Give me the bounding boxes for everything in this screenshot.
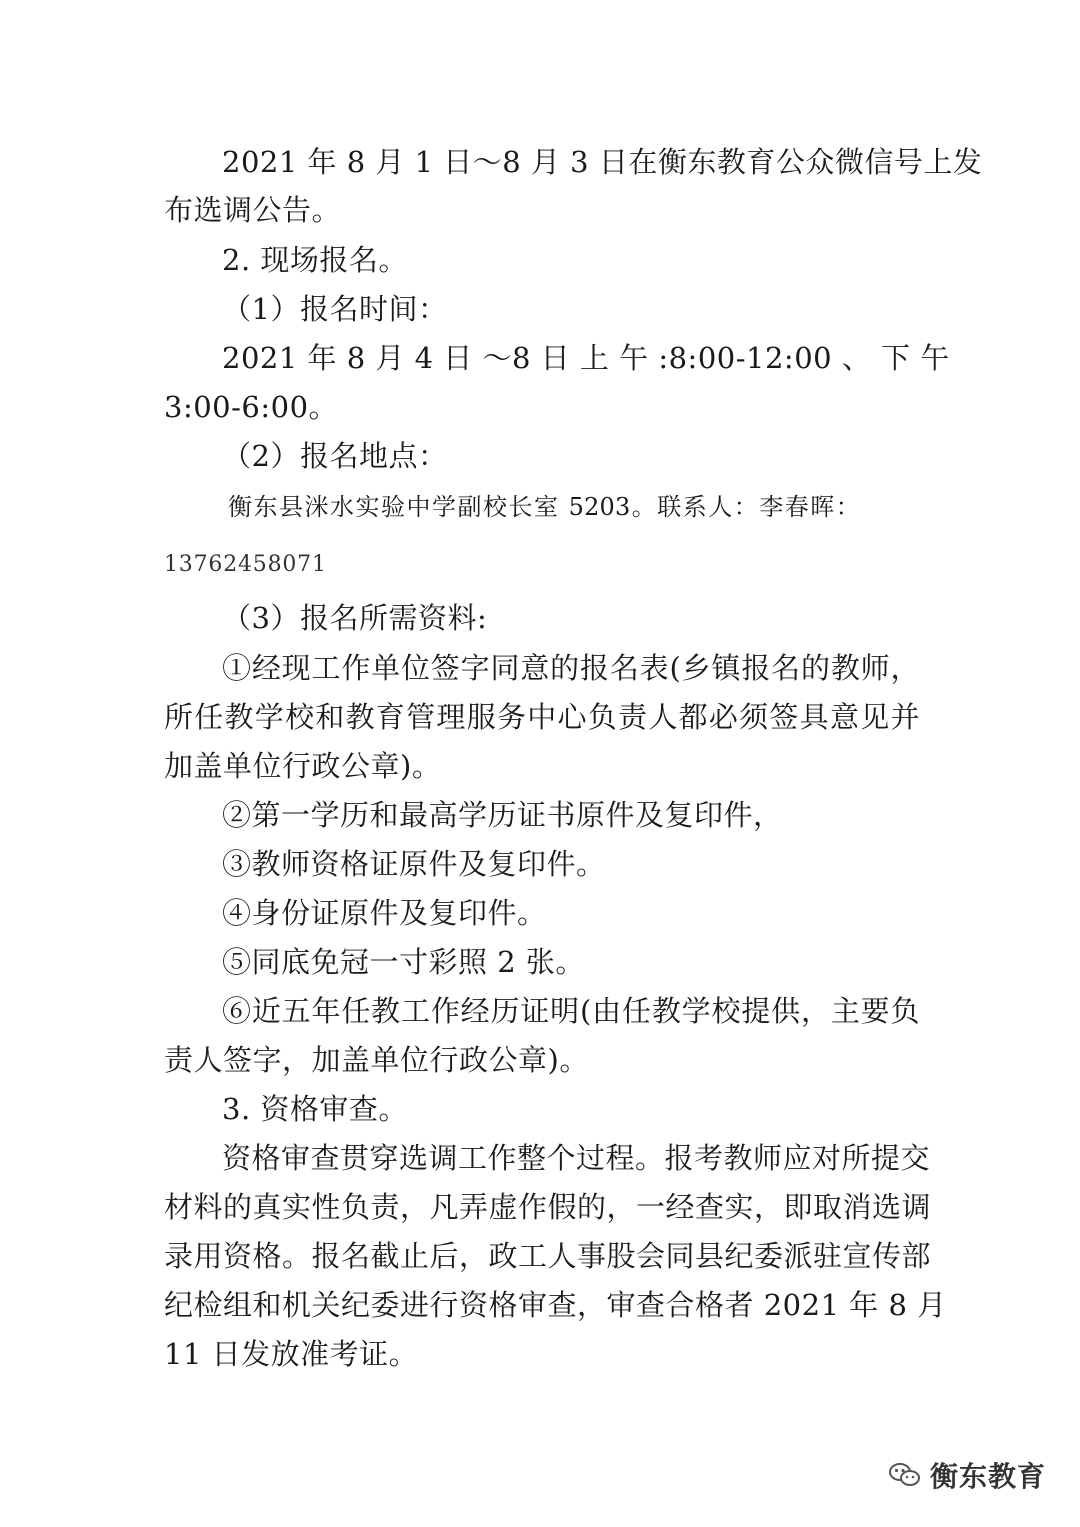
paragraph-line: 加盖单位行政公章)。: [164, 749, 442, 783]
paragraph-line: 材料的真实性负责，凡弄虚作假的，一经查实，即取消选调: [164, 1190, 932, 1224]
subsection-heading: （1）报名时间：: [222, 292, 448, 326]
watermark-text: 衡东教育: [929, 1460, 1046, 1493]
subsection-heading: （3）报名所需资料:: [222, 601, 488, 635]
list-item: ⑤同底免冠一寸彩照 2 张。: [222, 945, 585, 979]
subsection-heading: （2）报名地点：: [222, 439, 448, 473]
paragraph-line: 11 日发放准考证。: [164, 1337, 419, 1371]
paragraph-line: 责人签字，加盖单位行政公章)。: [164, 1043, 589, 1077]
list-item: ⑥近五年任教工作经历证明(由任教学校提供，主要负: [222, 994, 920, 1028]
paragraph-line: 3:00-6:00。: [164, 390, 339, 424]
wechat-watermark: [888, 1455, 1046, 1495]
paragraph-line: 资格审查贯穿选调工作整个过程。报考教师应对所提交: [222, 1141, 931, 1175]
paragraph-line: 录用资格。报名截止后，政工人事股会同县纪委派驻宣传部: [164, 1239, 932, 1273]
section-heading: 3. 资格审查。: [222, 1092, 408, 1126]
phone-number: 13762458071: [164, 552, 327, 577]
section-heading: 2. 现场报名。: [222, 243, 408, 277]
paragraph-line: 布选调公告。: [164, 193, 342, 227]
paragraph-line: 纪检组和机关纪委进行资格审查，审查合格者 2021 年 8 月: [164, 1288, 947, 1322]
list-item: ④身份证原件及复印件。: [222, 896, 547, 930]
address-line: 衡东县洣水实验中学副校长室 5203。联系人：李春晖：: [228, 493, 860, 521]
paragraph-line: 2021 年 8 月 1 日～8 月 3 日在衡东教育公众微信号上发: [222, 145, 983, 179]
paragraph-line: 所任教学校和教育管理服务中心负责人都必须签具意见并: [164, 700, 920, 734]
list-item: ①经现工作单位签字同意的报名表(乡镇报名的教师，: [222, 651, 920, 685]
list-item: ②第一学历和最高学历证书原件及复印件，: [222, 798, 783, 832]
list-item: ③教师资格证原件及复印件。: [222, 847, 606, 881]
wechat-icon: [888, 1461, 922, 1489]
paragraph-line: 2021 年 8 月 4 日 ～8 日 上 午 :8:00-12:00 、 下 午: [222, 341, 950, 375]
